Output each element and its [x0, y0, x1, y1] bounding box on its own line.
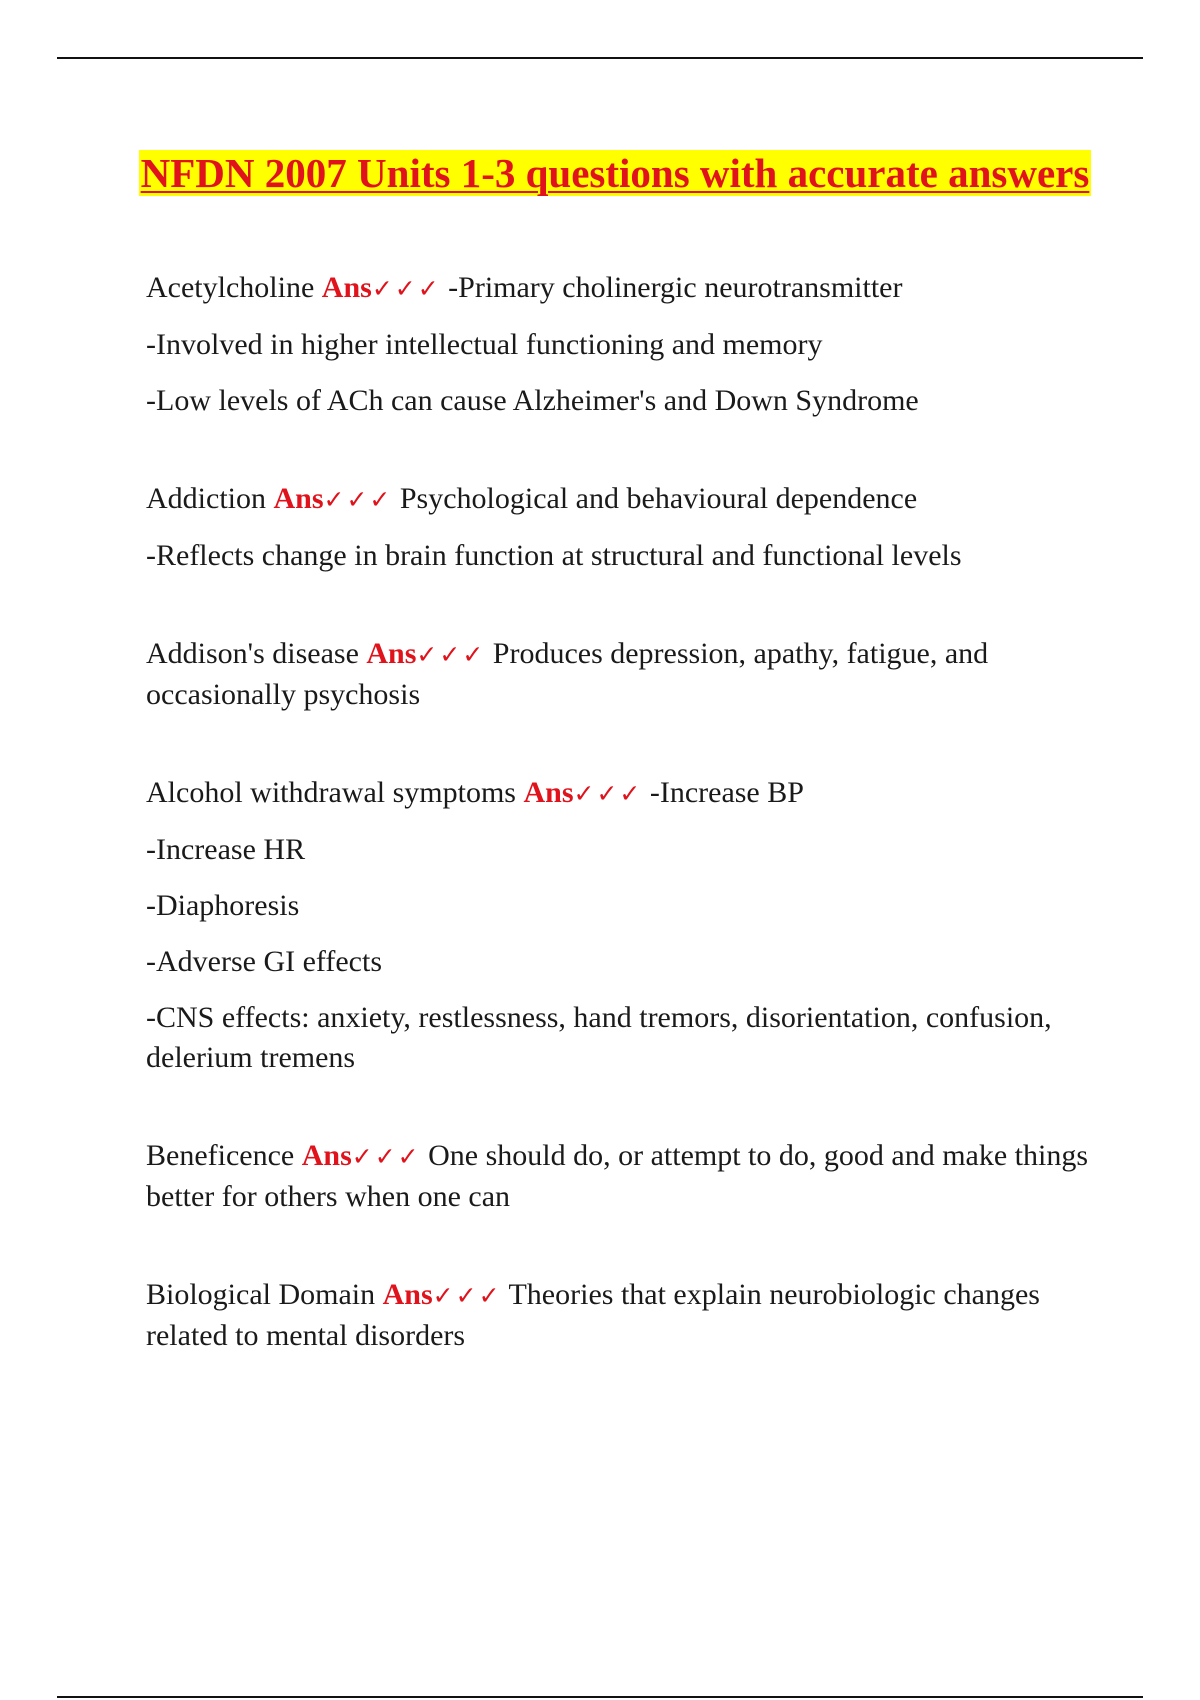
qa-question-line: [146, 479, 1096, 520]
qa-question-line: [146, 773, 1096, 814]
qa-answer-line: -Increase HR: [146, 833, 306, 866]
qa-entry: [146, 773, 1096, 1078]
checkmark-icon: ✓✓✓: [432, 1281, 502, 1310]
qa-question-line: [146, 268, 1096, 309]
top-divider: [57, 57, 1143, 59]
qa-term: Acetylcholine: [146, 271, 315, 304]
qa-answer: -Increase BP: [649, 776, 804, 809]
qa-entry: [146, 479, 1096, 576]
bottom-divider: [57, 1696, 1143, 1698]
ans-label: Ans: [321, 271, 372, 304]
ans-label: Ans: [523, 776, 574, 809]
ans-label: Ans: [366, 637, 417, 670]
qa-entry: [146, 1275, 1096, 1356]
ans-label: Ans: [301, 1139, 352, 1172]
qa-answer-line: -Reflects change in brain function at structural and functional levels: [146, 539, 962, 572]
checkmark-icon: ✓✓✓: [573, 779, 643, 808]
qa-term: Alcohol withdrawal symptoms: [146, 776, 516, 809]
qa-answer: -Primary cholinergic neurotransmitter: [448, 271, 903, 304]
qa-list: [146, 268, 1096, 1372]
document-header: [110, 145, 1120, 201]
ans-label: Ans: [273, 482, 324, 515]
checkmark-icon: ✓✓✓: [371, 274, 441, 303]
qa-answer-line: -Diaphoresis: [146, 889, 300, 922]
qa-answer: Psychological and behavioural dependence: [399, 482, 918, 515]
qa-entry: [146, 268, 1096, 421]
qa-answer-line: -Involved in higher intellectual functioning and memory: [146, 328, 823, 361]
qa-answer: One should do, or attempt to do, good and make things better for others when one can: [146, 1139, 1089, 1213]
qa-answer-line: -Low levels of ACh can cause Alzheimer's and Down Syndrome: [146, 384, 919, 417]
qa-answer-line: -CNS effects: anxiety, restlessness, hand tremors, disorientation, confusion, delerium tremens: [146, 1001, 1052, 1074]
qa-term: Addiction: [146, 482, 266, 515]
document-title: NFDN 2007 Units 1-3 questions with accurate answers: [140, 150, 1090, 196]
checkmark-icon: ✓✓✓: [351, 1142, 421, 1171]
qa-entry: [146, 1136, 1096, 1217]
qa-answer-line: -Adverse GI effects: [146, 945, 383, 978]
checkmark-icon: ✓✓✓: [416, 640, 486, 669]
qa-question-line: [146, 1136, 1096, 1217]
qa-answer: Theories that explain neurobiologic changes related to mental disorders: [146, 1278, 1040, 1352]
qa-term: Addison's disease: [146, 637, 359, 670]
qa-entry: [146, 634, 1096, 715]
qa-term: Biological Domain: [146, 1278, 376, 1311]
qa-question-line: [146, 634, 1096, 715]
qa-answer: Produces depression, apathy, fatigue, and occasionally psychosis: [146, 637, 989, 711]
qa-question-line: [146, 1275, 1096, 1356]
ans-label: Ans: [382, 1278, 433, 1311]
checkmark-icon: ✓✓✓: [323, 485, 393, 514]
qa-term: Beneficence: [146, 1139, 295, 1172]
